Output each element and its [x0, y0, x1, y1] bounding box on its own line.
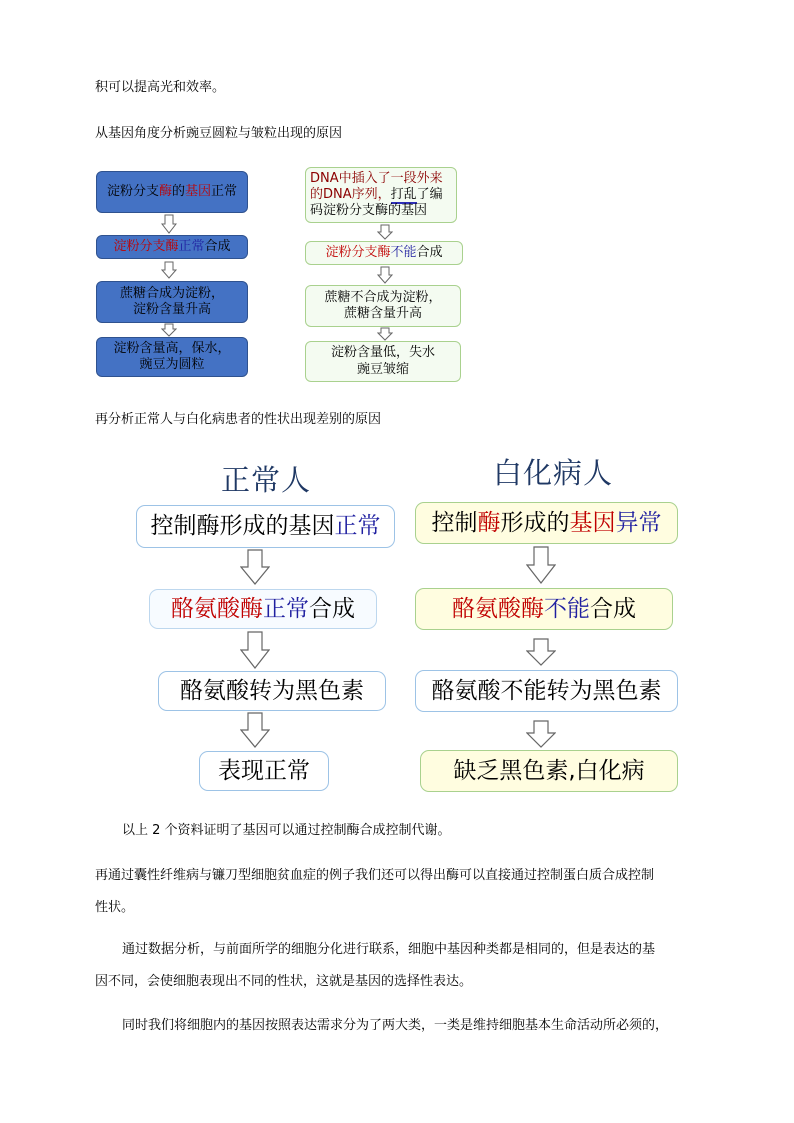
- normal-person-title: 正常人: [221, 463, 312, 497]
- down-arrow-icon: [240, 712, 270, 748]
- pea-no-starch-box: [305, 285, 461, 327]
- paragraph-intro-end: 积可以提高光和效率。: [95, 80, 226, 95]
- down-arrow-icon: [240, 631, 270, 669]
- pea-normal-enzyme-box: [96, 235, 248, 259]
- normal-melanin-box: [158, 671, 386, 711]
- pea-dna-insertion-box: [305, 167, 457, 223]
- paragraph-protein-line1: 再通过囊性纤维病与镰刀型细胞贫血症的例子我们还可以得出酶可以直接通过控制蛋白质合成控制: [95, 868, 655, 883]
- pea-round-line1: 淀粉含量高，保水，: [113, 340, 231, 356]
- pea-dna-insertion-line3: 码淀粉分支酶的基因: [310, 203, 428, 219]
- albino-phenotype-text: 缺乏黑色素,白化病: [453, 757, 645, 784]
- pea-dna-insertion-line1: DNA中插入了一段外来: [310, 170, 443, 186]
- pea-wrinkled-line2: 豌豆皱缩: [356, 361, 409, 377]
- normal-gene-box: [136, 505, 395, 548]
- albino-enzyme-box: [415, 588, 673, 630]
- albino-gene-box: [415, 502, 678, 544]
- paragraph-expression-line1: 通过数据分析，与前面所学的细胞分化进行联系，细胞中基因种类都是相同的，但是表达的基: [122, 942, 656, 957]
- pea-normal-gene-box: [96, 171, 248, 213]
- down-arrow-icon: [377, 224, 393, 240]
- pea-round-line2: 豌豆为圆粒: [139, 357, 205, 372]
- section-heading-albino: 再分析正常人与白化病患者的性状出现差别的原因: [95, 412, 382, 427]
- normal-gene-text: 控制酶形成的基因正常: [150, 513, 381, 540]
- down-arrow-icon: [526, 546, 556, 584]
- normal-enzyme-text: 酪氨酸酶正常合成: [171, 595, 355, 622]
- paragraph-expression-line2: 因不同，会使细胞表现出不同的性状，这就是基因的选择性表达。: [95, 974, 473, 989]
- albino-melanin-box: [415, 670, 678, 712]
- down-arrow-icon: [161, 323, 177, 337]
- pea-wrinkled-line1: 淀粉含量低，失水: [330, 345, 435, 361]
- albino-phenotype-box: [420, 750, 678, 792]
- normal-phenotype-text: 表现正常: [218, 757, 310, 784]
- pea-enzyme-missing-box: [305, 241, 463, 265]
- down-arrow-icon: [526, 720, 556, 748]
- paragraph-gene-classes: 同时我们将细胞内的基因按照表达需求分为了两大类，一类是维持细胞基本生命活动所必须的，: [122, 1018, 669, 1033]
- pea-normal-gene-text: 淀粉分支酶的基因正常: [106, 183, 238, 199]
- normal-enzyme-box: [149, 589, 377, 629]
- pea-normal-enzyme-text: 淀粉分支酶正常合成: [113, 238, 231, 254]
- pea-enzyme-missing-text: 淀粉分支酶不能合成: [325, 244, 443, 260]
- pea-wrinkled-box: [305, 341, 461, 382]
- down-arrow-icon: [161, 261, 177, 279]
- albino-melanin-text: 酪氨酸不能转为黑色素: [431, 677, 662, 704]
- pea-dna-insertion-line2: 的DNA序列，打乱了编: [310, 186, 443, 202]
- down-arrow-icon: [377, 327, 393, 341]
- paragraph-protein-line2: 性状。: [95, 900, 135, 915]
- pea-round-box: [96, 337, 248, 377]
- albino-enzyme-text: 酪氨酸酶不能合成: [452, 595, 636, 622]
- pea-no-starch-line2: 蔗糖含量升高: [343, 306, 422, 321]
- section-heading-pea: 从基因角度分析豌豆圆粒与皱粒出现的原因: [95, 126, 343, 141]
- down-arrow-icon: [377, 266, 393, 284]
- albino-gene-text: 控制酶形成的基因异常: [431, 509, 662, 536]
- pea-starch-synthesis-line1: 蔗糖合成为淀粉，: [119, 285, 224, 301]
- normal-phenotype-box: [199, 751, 329, 791]
- albino-person-title: 白化病人: [493, 456, 614, 490]
- pea-starch-synthesis-line2: 淀粉含量升高: [132, 302, 211, 317]
- down-arrow-icon: [240, 549, 270, 585]
- down-arrow-icon: [161, 214, 177, 234]
- normal-melanin-text: 酪氨酸转为黑色素: [180, 677, 364, 704]
- pea-starch-synthesis-box: [96, 281, 248, 323]
- pea-no-starch-line1: 蔗糖不合成为淀粉，: [324, 289, 442, 305]
- paragraph-conclusion: 以上 2 个资料证明了基因可以通过控制酶合成控制代谢。: [122, 823, 451, 838]
- down-arrow-icon: [526, 638, 556, 666]
